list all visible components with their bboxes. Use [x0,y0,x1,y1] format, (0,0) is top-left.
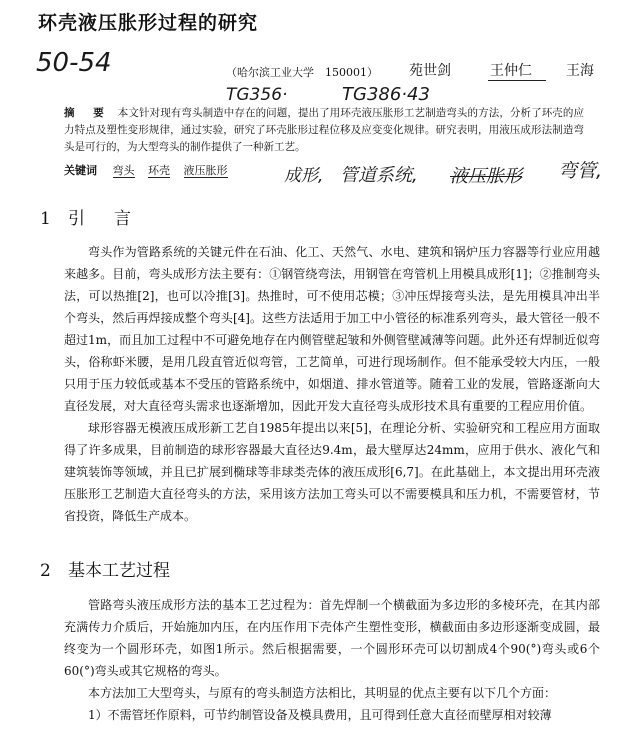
paragraph: 管路弯头液压成形方法的基本工艺过程为：首先焊制一个横截面为多边形的多棱环壳，在其内部充满传力介质后，开始施加内压，在内压作用下壳体产生塑性变形，横截面由多边形逐渐变成圆，最终变为一个圆形环壳，如图1所示。然后根据需要，一个圆形环壳可以切割成4个90(°)弯头或6个60(°)弯头或其它规格的弯头。 [64,598,600,678]
keywords-label: 关键词 [64,164,97,177]
handwritten-keyword-2: 管道系统, [340,165,418,186]
keyword-1: 弯头 [112,164,135,177]
affiliation: （哈尔滨工业大学 150001） [226,66,378,79]
author-2: 王仲仁 [490,63,532,79]
handwritten-class-code-1: TG356· [226,85,288,105]
paper-title: 环壳液压胀形过程的研究 [38,12,259,34]
paragraph: 球形容器无模液压成形新工艺自1985年提出以来[5]，在理论分析、实验研究和工程应用方面取得了许多成果，目前制造的球形容器最大直径达9.4m，最大壁厚达24mm，应用于供水、液化气和建筑装饰等领域，并且已扩展到椭球等非球类壳体的液压成形[6,7]。在此基础上，本文提出用环壳液压胀形工艺制造大直径弯头的方法，采用该方法加工弯头可以不需要模具和压力机，不需要管材，节省投资，降低生产成本。 [64,421,600,523]
author-underline [488,80,546,81]
handwritten-page-range: 50-54 [36,48,112,78]
abstract-label: 摘 要 [64,107,108,119]
keyword-3: 液压胀形 [183,164,228,177]
paragraph: 本方法加工大型弯头，与原有的弯头制造方法相比，其明显的优点主要有以下几个方面： [88,686,557,700]
section-heading-basic-process [40,556,170,581]
section-heading-introduction [40,204,137,229]
section-number: 1 [40,209,57,229]
abstract-text: 本文针对现有弯头制造中存在的问题，提出了用环壳液压胀形工艺制造弯头的方法，分析了环壳的应力特点及塑性变形规律，通过实验，研究了环壳胀形过程位移及应变变化规律。研究表明，用液压成形法制造弯头是可行的，为大型弯头的制作提供了一种新工艺。 [64,107,585,153]
abstract [64,105,584,156]
author-1: 苑世剑 [409,63,451,79]
section-title: 基本工艺过程 [68,561,170,581]
section-body-basic-process [64,594,600,726]
section-title: 引 言 [68,209,137,229]
paragraph: 弯头作为管路系统的关键元件在石油、化工、天然气、水电、建筑和锅炉压力容器等行业应用越来越多。目前，弯头成形方法主要有：①钢管绕弯法，用钢管在弯管机上用模具成形[1]；②推制弯头法，可以热推[2]，也可以冷推[3]。热推时，可不使用芯模；③冲压焊接弯头法，是先用模具冲出半个弯头，然后再焊接成整个弯头[4]。这些方法适用于加工中小管径的标准系列弯头，最大管径一般不超过1m，而且加工过程中不可避免地存在内侧管壁起皱和外侧管壁减薄等问题。此外还有焊制近似弯头，俗称虾米腰，是用几段直管近似弯管，工艺简单，可进行现场制作。但不能承受较大内压，一般只用于压力较低或基本不受压的管路系统中，如烟道、排水管道等。随着工业的发展，管路逐渐向大直径发展，对大直径弯头需求也逐渐增加，因此开发大直径弯头成形技术具有重要的工程应用价值。 [64,245,600,413]
section-body-introduction [64,241,600,527]
keywords [64,162,238,178]
paragraph: 1）不需管坯作原料，可节约制管设备及模具费用，且可得到任意大直径而壁厚相对较薄 [88,708,552,722]
section-number: 2 [40,561,51,581]
handwritten-keyword-4: 弯管, [558,160,603,182]
author-3: 王海 [566,63,594,79]
handwritten-keyword-1: 成形, [284,166,324,186]
handwritten-class-code-2: TG386·43 [342,84,430,105]
handwritten-keyword-3: 液压胀形 [450,166,522,187]
keyword-2: 环壳 [148,164,170,177]
